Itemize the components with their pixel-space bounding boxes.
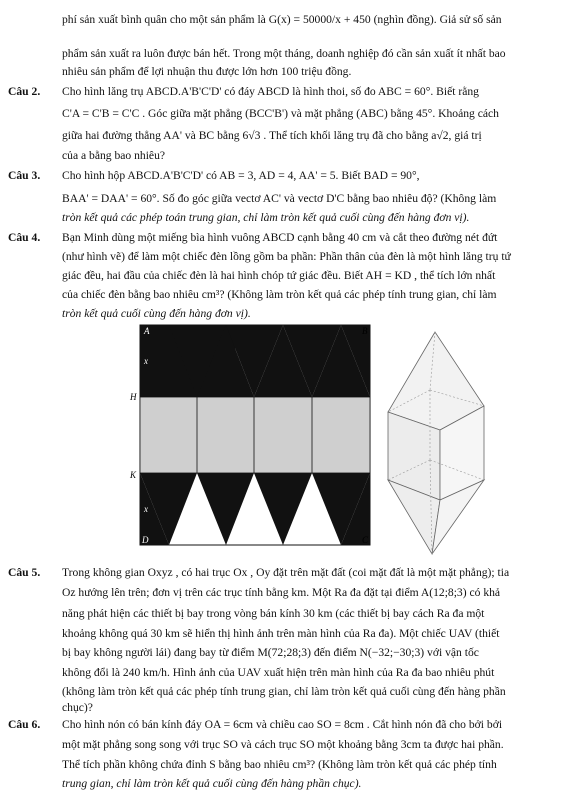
- question-3-label: Câu 3.: [8, 169, 41, 182]
- q2-line-4: của a bằng bao nhiêu?: [62, 149, 166, 162]
- label-x-bottom: x: [144, 504, 148, 514]
- label-A: A: [144, 326, 150, 336]
- q5-line-6: không đổi là 240 km/h. Hình ảnh của UAV xuất hiện trên màn hình của Ra đa bao nhiêu phút: [62, 666, 495, 679]
- q4-line-2: (như hình vẽ) để làm một chiếc đèn lồng gồm ba phần: Phần thân của đèn là một hình lăng trụ tứ: [62, 250, 511, 263]
- top-spikes: [140, 325, 370, 397]
- question-6-label: Câu 6.: [8, 718, 41, 731]
- q6-line-3: Thể tích phần không chứa đỉnh S bằng bao nhiêu cm³? (Không làm tròn kết quả các phép tính: [62, 758, 497, 771]
- label-x-top: x: [144, 356, 148, 366]
- lantern-net-figure: [130, 322, 376, 548]
- intro-line-3: nhiêu sản phẩm để lợi nhuận thu được lớn hơn 100 triệu đồng.: [62, 65, 352, 78]
- q6-line-4: trung gian, chỉ làm tròn kết quả cuối cùng đến hàng phần chục).: [62, 777, 362, 790]
- label-B: B: [362, 326, 368, 336]
- label-D: D: [142, 535, 149, 545]
- label-H: H: [130, 392, 137, 402]
- q5-line-7: (không làm tròn kết quả các phép tính trung gian, chỉ làm tròn kết quả cuối cùng đến hàng phần: [62, 685, 506, 698]
- q4-line-4: của chiếc đèn bằng bao nhiêu cm³? (Không làm tròn kết quả các phép tính trung gian, chỉ làm: [62, 288, 497, 301]
- lantern-solid-figure: [380, 330, 498, 558]
- q5-line-3: năng phát hiện các thiết bị bay trong vòng bán kính 30 km (các thiết bị bay cách Ra đa một: [62, 607, 485, 620]
- q2-line-3: giữa hai đường thẳng AA' và BC bằng 6√3 . Thể tích khối lăng trụ đã cho bằng a√2, giá trị: [62, 129, 482, 142]
- question-5-label: Câu 5.: [8, 566, 41, 579]
- q4-line-1: Bạn Minh dùng một miếng bìa hình vuông ABCD cạnh bằng 40 cm và cắt theo đường nét đứt: [62, 231, 498, 244]
- question-4-label: Câu 4.: [8, 231, 41, 244]
- q6-line-2: một mặt phẳng song song với trục SO và cách trục SO một khoảng bằng 3cm ta được hai phần.: [62, 738, 504, 751]
- q3-line-1: Cho hình hộp ABCD.A'B'C'D' có AB = 3, AD = 4, AA' = 5. Biết BAD = 90°,: [62, 169, 420, 182]
- q5-line-5: bị bay không người lái) đang bay từ điểm M(72;28;3) đến điểm N(−32;−30;3) với vận tốc: [62, 646, 479, 659]
- intro-line-2: phẩm sản xuất ra luôn được bán hết. Trong một tháng, doanh nghiệp đó cần sản xuất ít nhất bao: [62, 47, 506, 60]
- q3-line-2: BAA' = DAA' = 60°. Số đo góc giữa vectơ AC' và vectơ D'C bằng bao nhiêu độ? (Không làm: [62, 192, 497, 205]
- q5-line-4: khoảng không quá 30 km sẽ hiển thị hình ảnh trên màn hình của Ra đa). Một chiếc UAV (thiết: [62, 627, 500, 640]
- intro-line-1: phí sản xuất bình quân cho một sản phẩm là G(x) = 50000/x + 450 (nghìn đồng). Giả sử số sản: [62, 13, 502, 26]
- q2-line-2: C'A = C'B = C'C . Góc giữa mặt phẳng (BCC'B') và mặt phẳng (ABC) bằng 45°. Khoảng cách: [62, 107, 499, 120]
- q4-line-5: tròn kết quả cuối cùng đến hàng đơn vị).: [62, 307, 251, 320]
- q5-line-2: Oz hướng lên trên; đơn vị trên các trục tính bằng km. Một Ra đa đặt tại điểm A(12;8;3) có khả: [62, 586, 501, 599]
- question-2-label: Câu 2.: [8, 85, 41, 98]
- q4-line-3: giác đều, hai đầu của chiếc đèn là hai hình chóp tứ giác đều. Biết AH = KD , thể tích lớn nhất: [62, 269, 496, 282]
- label-C: C: [362, 535, 369, 545]
- prism-band: [140, 397, 370, 473]
- q5-line-1: Trong không gian Oxyz , có hai trục Ox , Oy đặt trên mặt đất (coi mặt đất là một mặt phẳng); tia: [62, 566, 510, 579]
- q2-line-1: Cho hình lăng trụ ABCD.A'B'C'D' có đáy ABCD là hình thoi, số đo ABC = 60°. Biết rằng: [62, 85, 479, 98]
- q5-line-8: chục)?: [62, 701, 93, 714]
- q6-line-1: Cho hình nón có bán kính đáy OA = 6cm và chiều cao SO = 8cm . Cắt hình nón đã cho bởi bởi: [62, 718, 503, 731]
- q3-line-3: tròn kết quả các phép toán trung gian, chỉ làm tròn kết quả cuối cùng đến hàng đơn vị).: [62, 211, 470, 224]
- label-K: K: [130, 470, 137, 480]
